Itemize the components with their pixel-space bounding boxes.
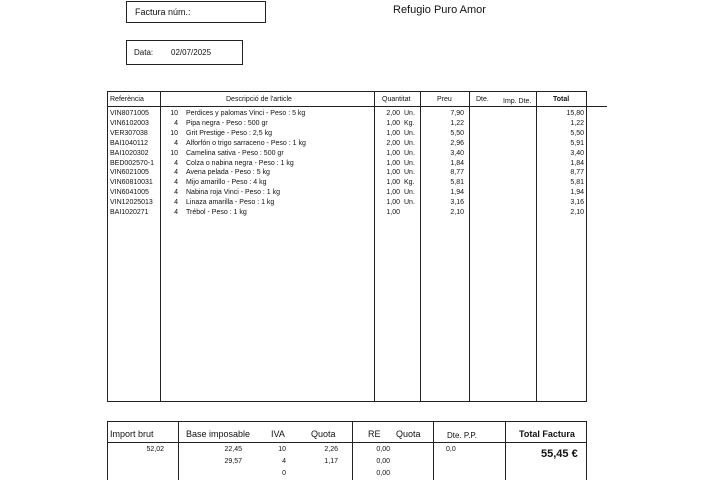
re-value: 0,00 bbox=[376, 446, 390, 453]
units-cell: 4 bbox=[174, 139, 178, 147]
units-cell: 4 bbox=[174, 159, 178, 167]
units-cell: 10 bbox=[170, 149, 178, 157]
iva-value: 10 bbox=[278, 446, 286, 453]
units-cell: 4 bbox=[174, 199, 178, 207]
qty-cell: 1,00 bbox=[386, 129, 400, 137]
desc-cell: Perdices y palomas Vinci - Peso : 5 kg bbox=[186, 110, 306, 117]
qty-cell: 1,00 bbox=[386, 199, 400, 207]
iva-value: 4 bbox=[282, 458, 286, 465]
unit-cell: Un. bbox=[404, 149, 415, 157]
qty-cell: 1,00 bbox=[386, 169, 400, 177]
total-label: Total Factura bbox=[519, 429, 575, 439]
iva-value: 0 bbox=[282, 470, 286, 477]
table-row bbox=[0, 188, 720, 198]
import-brut-value: 52,02 bbox=[146, 446, 164, 453]
quota-value: 1,17 bbox=[324, 458, 338, 465]
qty-cell: 1,00 bbox=[386, 159, 400, 167]
total-cell: 1,22 bbox=[570, 119, 584, 127]
price-cell: 5,81 bbox=[450, 179, 464, 187]
unit-cell: Un. bbox=[404, 159, 415, 167]
unit-cell: Un. bbox=[404, 129, 415, 137]
table-row bbox=[0, 198, 720, 208]
table-row bbox=[0, 119, 720, 129]
total-cell: 8,77 bbox=[570, 169, 584, 177]
ref-cell: BAI1020271 bbox=[110, 209, 149, 216]
qty-cell: 1,00 bbox=[386, 189, 400, 197]
invoice-number-box bbox=[126, 1, 266, 23]
price-cell: 7,90 bbox=[450, 110, 464, 117]
qty-cell: 1,00 bbox=[386, 149, 400, 157]
table-row bbox=[0, 129, 720, 139]
qty-cell: 1,00 bbox=[386, 209, 400, 216]
col-price: Preu bbox=[437, 96, 452, 103]
col-qty: Quantitat bbox=[382, 96, 411, 103]
ref-cell: VIN6041005 bbox=[110, 189, 149, 197]
table-row bbox=[0, 149, 720, 159]
unit-cell: Kg. bbox=[404, 179, 415, 187]
price-cell: 3,16 bbox=[450, 199, 464, 207]
ref-cell: BAI1040112 bbox=[110, 139, 149, 147]
total-value: 55,45 € bbox=[541, 448, 578, 460]
total-cell: 3,16 bbox=[570, 199, 584, 207]
company-name: Refugio Puro Amor bbox=[393, 4, 486, 16]
re-label: RE bbox=[368, 429, 381, 439]
ref-cell: VIN6021005 bbox=[110, 169, 149, 177]
total-cell: 2,10 bbox=[570, 209, 584, 216]
date-box bbox=[126, 40, 243, 65]
table-row bbox=[0, 208, 720, 218]
ref-cell: BAI1020302 bbox=[110, 149, 149, 157]
units-cell: 10 bbox=[170, 129, 178, 137]
import-brut-label: Import brut bbox=[110, 429, 154, 439]
total-cell: 3,40 bbox=[570, 149, 584, 157]
unit-cell: Un. bbox=[404, 169, 415, 177]
ref-cell: VIN6102003 bbox=[110, 119, 149, 127]
price-cell: 2,10 bbox=[450, 209, 464, 216]
qty-cell: 2,00 bbox=[386, 110, 400, 117]
total-cell: 5,50 bbox=[570, 129, 584, 137]
ref-cell: VER307038 bbox=[110, 129, 148, 137]
table-row bbox=[0, 178, 720, 188]
col-imp-dte: Imp. Dte. bbox=[503, 98, 532, 105]
table-row bbox=[0, 109, 720, 119]
units-cell: 4 bbox=[174, 189, 178, 197]
unit-cell: Un. bbox=[404, 199, 415, 207]
qty-cell: 1,00 bbox=[386, 119, 400, 127]
units-cell: 4 bbox=[174, 169, 178, 177]
quota-value: 2,26 bbox=[324, 446, 338, 453]
price-cell: 3,40 bbox=[450, 149, 464, 157]
ref-cell: VIN8071005 bbox=[110, 110, 149, 117]
total-cell: 5,81 bbox=[570, 179, 584, 187]
desc-cell: Colza o nabina negra - Peso : 1 kg bbox=[186, 159, 294, 167]
unit-cell: Kg. bbox=[404, 119, 415, 127]
price-cell: 5,50 bbox=[450, 129, 464, 137]
price-cell: 1,22 bbox=[450, 119, 464, 127]
col-ref: Referència bbox=[110, 96, 144, 103]
desc-cell: Pipa negra - Peso : 500 gr bbox=[186, 119, 268, 127]
units-cell: 10 bbox=[170, 110, 178, 117]
qty-cell: 1,00 bbox=[386, 179, 400, 187]
qty-cell: 2,00 bbox=[386, 139, 400, 147]
re-value: 0,00 bbox=[376, 470, 390, 477]
desc-cell: Trébol - Peso : 1 kg bbox=[186, 209, 247, 216]
unit-cell: Un. bbox=[404, 139, 415, 147]
unit-cell: Un. bbox=[404, 189, 415, 197]
desc-cell: Camelina sativa - Peso : 500 gr bbox=[186, 149, 284, 157]
iva-label: IVA bbox=[271, 429, 285, 439]
table-row bbox=[0, 159, 720, 169]
unit-cell: Un. bbox=[404, 110, 415, 117]
desc-cell: Nabina roja Vinci - Peso : 1 kg bbox=[186, 189, 281, 197]
base-label: Base imposable bbox=[186, 429, 251, 439]
units-cell: 4 bbox=[174, 119, 178, 127]
units-cell: 4 bbox=[174, 209, 178, 216]
units-cell: 4 bbox=[174, 179, 178, 187]
ref-cell: VIN60810031 bbox=[110, 179, 153, 187]
price-cell: 8,77 bbox=[450, 169, 464, 177]
desc-cell: Grit Prestige - Peso : 2,5 kg bbox=[186, 129, 272, 137]
ref-cell: VIN12025013 bbox=[110, 199, 153, 207]
desc-cell: Alforfón o trigo sarraceno - Peso : 1 kg bbox=[186, 139, 306, 147]
total-cell: 5,91 bbox=[570, 139, 584, 147]
total-cell: 15,80 bbox=[566, 110, 584, 117]
date-value: 02/07/2025 bbox=[171, 48, 212, 57]
col-total: Total bbox=[553, 96, 570, 103]
dte-pp-value: 0,0 bbox=[446, 446, 456, 453]
table-row bbox=[0, 139, 720, 149]
base-value: 29,57 bbox=[224, 458, 242, 465]
dte-pp-label: Dte. P.P. bbox=[447, 431, 477, 440]
total-cell: 1,84 bbox=[570, 159, 584, 167]
total-cell: 1,94 bbox=[570, 189, 584, 197]
quota-re-label: Quota bbox=[396, 429, 421, 439]
date-label: Data: bbox=[134, 48, 154, 57]
ref-cell: BED002570-1 bbox=[110, 159, 154, 167]
quota-label: Quota bbox=[311, 429, 336, 439]
re-value: 0,00 bbox=[376, 458, 390, 465]
desc-cell: Avena pelada - Peso : 5 kg bbox=[186, 169, 270, 177]
desc-cell: Mijo amarillo - Peso : 4 kg bbox=[186, 179, 267, 187]
base-value: 22,45 bbox=[224, 446, 242, 453]
table-row bbox=[0, 168, 720, 178]
price-cell: 1,84 bbox=[450, 159, 464, 167]
invoice-number-label: Factura núm.: bbox=[135, 7, 191, 17]
price-cell: 1,94 bbox=[450, 189, 464, 197]
col-desc: Descripció de l'article bbox=[226, 96, 292, 103]
price-cell: 2,96 bbox=[450, 139, 464, 147]
desc-cell: Linaza amarilla - Peso : 1 kg bbox=[186, 199, 275, 207]
col-dte: Dte. bbox=[476, 96, 489, 103]
